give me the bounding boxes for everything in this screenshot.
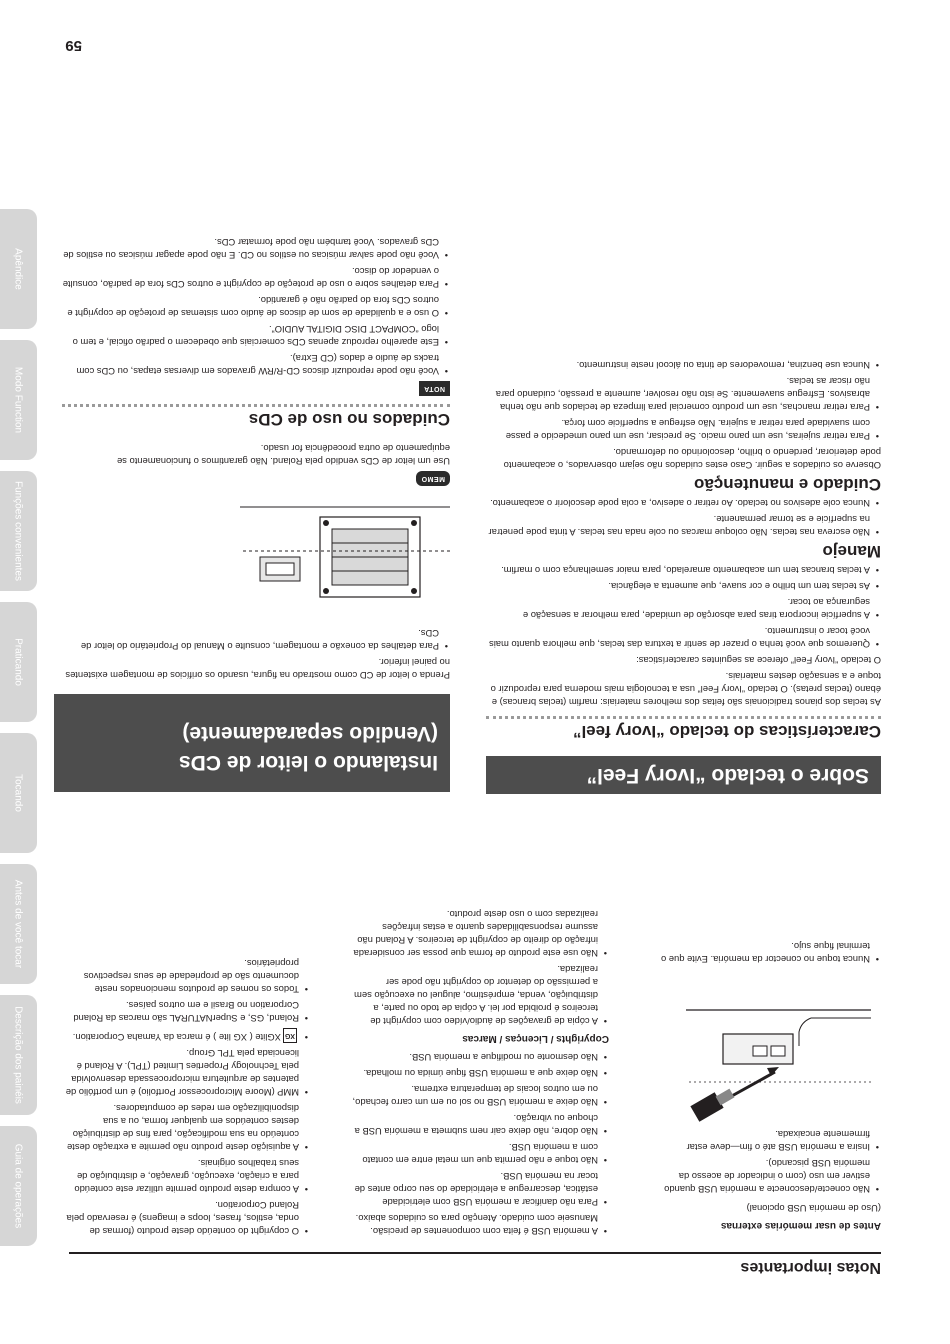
list-item: • A superfície incorpora tiras para absorção de umidade, para melhorar a sensação e segurança ao tocar. — [486, 596, 881, 622]
list-item: • As teclas tem um brilho e cor suave, que aumenta a elegância. — [486, 580, 881, 593]
cd-care-heading: Cuidados no uso de CDs — [248, 410, 450, 429]
cuidado-intro: Observe os cuidados a seguir. Caso estes cuidados não sejam observados, o acabamento pode deteriorar, perdendo o brilho, descolorindo ou deformando. — [503, 447, 881, 471]
list-item: • A compra deste produto permite utilizar este conteúdo para a criação, execução, gravação, e distribuição de seus trabalhos originais. — [65, 1157, 310, 1196]
list-item: • Não dobre, não deixe cair nem submeta a memória USB a choque ou vibração. — [349, 1112, 609, 1138]
manejo-heading: Manejo — [822, 542, 881, 561]
copyright-list — [349, 908, 609, 1028]
external-memory-list-2 — [641, 940, 881, 966]
nota-tag: NOTA — [419, 381, 450, 396]
external-memory-note: (Uso de memória USB opcional) — [746, 1203, 881, 1214]
list-item: • A teclas brancas tem um acabamento amarelado, para maior semelhança com o marfim. — [486, 564, 881, 577]
dotted-divider — [62, 404, 450, 407]
usb-care-column — [349, 905, 609, 1238]
list-item: • Insira a memória USB até o fim—deve estar firmemente encaixada. — [641, 1128, 881, 1154]
side-tab-praticando[interactable]: Praticando — [0, 602, 37, 722]
list-item: • Queremos que você tenha o prazer de sentir a textura das teclas, que melhora quanto mais você tocar o instrumento. — [486, 625, 881, 651]
trademark-column — [65, 954, 310, 1238]
list-item: • Não deixe que a memória USB fique úmida ou molhada. — [349, 1067, 609, 1080]
list-item: • Roland, GS, e SuperNATURAL são marcas da Roland Corporation no Brasil e em outros países. — [65, 999, 310, 1025]
usb-illustration — [686, 972, 871, 1122]
memo-tag: MEMO — [416, 471, 450, 486]
list-item: • A memória USB é feita com componentes de precisão. Manuseie com cuidado. Atenção para os cuidados abaixo. — [349, 1212, 609, 1238]
page-title: Notas importantes — [740, 1259, 881, 1276]
cd-banner-line-2: (Vendido separadamente) — [182, 722, 438, 745]
xglite-logo: XG — [283, 1028, 297, 1043]
list-item: • Este aparelho reproduz apenas CDs comerciais que obedecem o padrão oficial, e tem o logo “COMPACT DISC DIGITAL AUDIO”. — [62, 323, 450, 349]
ivory-characteristics-heading: Características do teclado “Ivory feel” — [572, 722, 881, 741]
ivory-characteristics-list — [486, 564, 881, 651]
external-memory-column — [641, 937, 881, 1238]
list-item: • Não escreva nas teclas. Não coloque marcas ou cole nada nas teclas. A tinta pode penetrar na superfície e se tornar permanente. — [486, 513, 881, 539]
side-tab-modo-function[interactable]: Modo Function — [0, 340, 37, 460]
dotted-divider — [486, 716, 881, 719]
cd-drive-illustration — [240, 497, 450, 617]
list-item: • Para retirar manchas, use um produto comercial para limpeza de teclados que não tenha abrasivos. Esfregue suavemente. Se isto não resolver, aumente a pressão, cuidando para não riscar as teclas. — [486, 375, 881, 414]
external-memory-heading: Antes de usar memórias externas — [720, 1220, 881, 1231]
side-tab-antes[interactable]: Antes de você tocar — [0, 864, 37, 984]
trademark-list — [65, 957, 310, 1238]
title-rule — [69, 1252, 881, 1254]
list-item: • A cópia de gravações de áudio/vídeo com copyright de terceiros é proibida por lei. A cópia de todo ou parte, a distribuição, venda, empréstimo, aluguel ou execução sem a permissão do detentor do copyright não pode ser realizada. — [349, 963, 609, 1028]
list-item: • Não conecte/desconecte a memória USB quando estiver em uso (com o indicador de acesso da memória USB piscando). — [641, 1157, 881, 1196]
list-item: • Não toque e não permita que um metal entre em contato com a memória USB. — [349, 1141, 609, 1167]
cd-care-list — [62, 236, 450, 378]
usb-care-list — [349, 1051, 609, 1238]
cd-installation-section — [62, 233, 450, 682]
cd-install-text: Prenda o leitor de CD como mostrado na figura, usando os orifícios de montagem existentes no painel inferior. — [65, 657, 450, 681]
ivory-feel-section — [486, 356, 881, 744]
side-tab-tocando[interactable]: Tocando — [0, 733, 37, 853]
list-item: • O copyright do conteúdo deste produto (formas de onda, estilos, frases, loops e imagens) é reservado pela Roland Corporation. — [65, 1199, 310, 1238]
cd-installation-banner — [54, 694, 450, 792]
list-item: • Para detalhes da conexão e montagem, consulte o Manual do Proprietário do leitor de CDs. — [62, 627, 450, 653]
list-item: • O uso e a qualidade de som de discos de áudio com sistemas de proteção de copyright e outros CDs fora do padrão não é garantido. — [62, 294, 450, 320]
list-item: • Para retirar sujeiras, use um pano macio. Se precisar, use um pano umedecido e passe com suavidade para retirar a sujeira. Não esfregue a superfície com força. — [486, 417, 881, 443]
list-item: • Para não danificar a memória USB com eletricidade estática, descarregue a eletricidade do seu corpo antes de tocar na memória USB. — [349, 1170, 609, 1209]
cuidado-list — [486, 359, 881, 443]
list-item: • MMP (Moore Microprocessor Portfolio) é um portfólio de patentes de arquitetura microprocessada desenvolvida pela Technology Properties Limited (TPL). A Roland é licenciada pela TPL Group. — [65, 1047, 310, 1099]
external-memory-list — [641, 1128, 881, 1196]
list-item: • XGXGlite ( XG lite ) é marca da Yamaha Corporation. — [65, 1028, 310, 1044]
list-item: • A aquisição deste produto não permite a extração deste conteúdo na sua modificação, para fins de distribuição destes conteúdos em qualquer forma, ou a sua disponibilização em redes de computadores. — [65, 1102, 310, 1154]
cd-drive-icon — [240, 497, 450, 617]
list-item: • Não use este produto de forma que possa ser considerada infração do direito de copyright de terceiros. A Roland não assume responsabilidades quanto a estas infrações realizadas com o uso deste produto. — [349, 908, 609, 960]
list-item: • Nunca toque no conector da memória. Evite que o terminal fique sujo. — [641, 940, 881, 966]
list-item: • Você não pode reproduzir discos CD-R/RW gravados em diversas etapas, ou CDs com tracks de áudio e dados (CD Extra). — [62, 352, 450, 378]
memo-text: Use um leitor de CDs vendido pela Roland. Não garantimos o funcionamento se equipamento de outra procedência for usado. — [117, 443, 450, 467]
ivory-intro: As teclas dos pianos tradicionais são feitas dos melhores materiais: marfim (teclas brancas) e ébano (teclas pretas). O teclado “Ivory Feel” usa a tecnologia mais moderna para reproduzir o toque e a sensação destes materiais. — [490, 671, 881, 708]
ivory-intro-2: O teclado “Ivory Feel” oferece as seguintes características: — [636, 655, 881, 666]
side-tab-apendice[interactable]: Apêndice — [0, 209, 37, 329]
list-item: • Para detalhes sobre o uso de proteção de copyright e outros CDs fora de padrão, consulte o vendedor do disco. — [62, 265, 450, 291]
list-item: • Não desmonte ou modifique a memória USB. — [349, 1051, 609, 1064]
cuidado-heading: Cuidado e manutenção — [693, 475, 881, 494]
manejo-list — [486, 497, 881, 539]
list-item: • Nunca cole adesivos no teclado. Ao retirar o adesivo, a cola pode descolorir o acabamento. — [486, 497, 881, 510]
list-item: • Nunca use benzina, removedores de tinta ou álcool neste instrumento. — [486, 359, 881, 372]
page-number: 59 — [65, 37, 82, 54]
ivory-feel-banner: Sobre o teclado “Ivory Feel” — [486, 756, 881, 794]
side-tab-descricao[interactable]: Descrição dos painéis — [0, 995, 37, 1115]
cd-install-list — [62, 627, 450, 653]
list-item: • Você não pode salvar músicas ou estilos no CD. E não pode apagar músicas ou estilos de CDs gravados. Você também não pode formatar CDs. — [62, 236, 450, 262]
cd-banner-line-1: Instalando o leitor de CDs — [178, 751, 438, 774]
list-item: • Não deixe a memória USB no sol ou em um carro fechado, ou em outros locais de temperatura extrema. — [349, 1083, 609, 1109]
side-tab-funcoes[interactable]: Funções convenientes — [0, 471, 37, 591]
copyright-heading: Copyrights / Licenças / Marcas — [462, 1033, 609, 1044]
list-item: • Todos os nomes de produtos mencionados neste documento são de propriedade de seus respectivos proprietários. — [65, 957, 310, 996]
side-tab-guia[interactable]: Guia de operações — [0, 1126, 37, 1246]
side-tabs — [0, 198, 37, 1246]
usb-memory-icon — [686, 972, 871, 1122]
